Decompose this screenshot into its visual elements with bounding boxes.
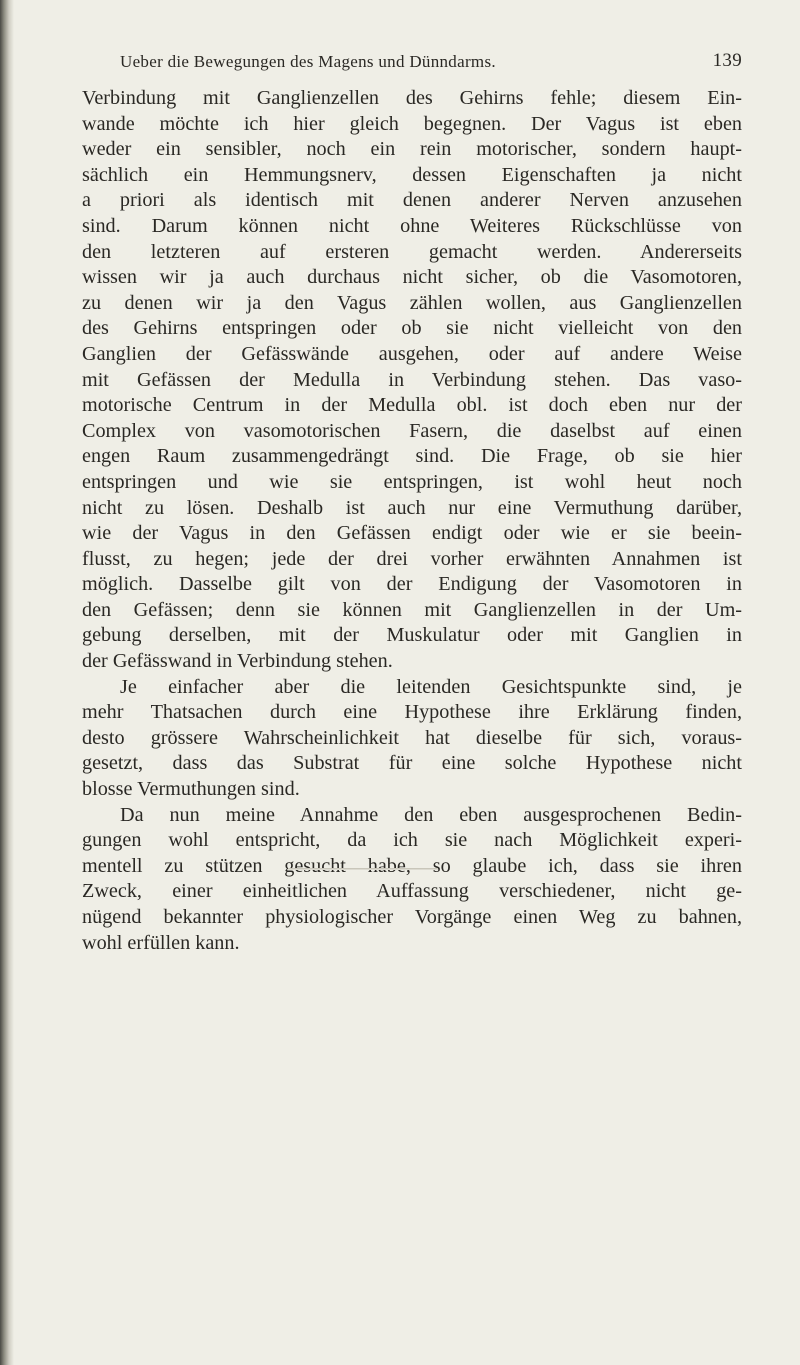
text-line: motorische Centrum in der Medulla obl. ist doch eben nur der (82, 394, 742, 417)
text-line: gungen wohl entspricht, da ich sie nach Möglichkeit experi- (82, 829, 742, 852)
body-text (82, 86, 742, 956)
text-line: nügend bekannter physiologischer Vorgänge einen Weg zu bahnen, (82, 906, 742, 928)
text-line: Ganglien der Gefässwände ausgehen, oder auf andere Weise (82, 342, 742, 365)
text-line: desto grössere Wahrscheinlichkeit hat dieselbe für sich, voraus- (82, 726, 742, 749)
text-line: zu denen wir ja den Vagus zählen wollen, aus Ganglienzellen (82, 291, 742, 314)
text-line: möglich. Dasselbe gilt von der Endigung der Vasomotoren in (82, 573, 742, 596)
text-line: der Gefässwand in Verbindung stehen. (82, 650, 393, 673)
book-page (82, 48, 742, 956)
text-line: Da nun meine Annahme den eben ausgesprochenen Bedin- (120, 803, 742, 826)
text-line: mit Gefässen der Medulla in Verbindung stehen. Das vaso- (82, 368, 742, 391)
text-line: mehr Thatsachen durch eine Hypothese ihre Erklärung finden, (82, 701, 742, 724)
page-binding-edge (0, 0, 14, 1365)
text-line: weder ein sensibler, noch ein rein motorischer, sondern haupt- (82, 138, 742, 161)
text-line: entspringen und wie sie entspringen, ist wohl heut noch (82, 470, 742, 493)
running-head (82, 48, 742, 78)
text-line: mentell zu stützen gesucht habe, so glaube ich, dass sie ihren (82, 854, 742, 877)
text-line: des Gehirns entspringen oder ob sie nicht vielleicht von den (82, 317, 742, 340)
text-line: flusst, zu hegen; jede der drei vorher erwähnten Annahmen ist (82, 547, 742, 570)
text-line: Je einfacher aber die leitenden Gesichtspunkte sind, je (120, 675, 742, 698)
text-line: wohl erfüllen kann. (82, 931, 240, 954)
text-line: sind. Darum können nicht ohne Weiteres Rückschlüsse von (82, 214, 742, 237)
text-line: wie der Vagus in den Gefässen endigt oder wie er sie beein- (82, 522, 742, 545)
text-line: nicht zu lösen. Deshalb ist auch nur eine Vermuthung darüber, (82, 496, 742, 519)
text-line: sächlich ein Hemmungsnerv, dessen Eigenschaften ja nicht (82, 163, 742, 186)
text-line: Verbindung mit Ganglienzellen des Gehirns fehle; diesem Ein- (82, 87, 742, 109)
text-line: blosse Vermuthungen sind. (82, 778, 300, 801)
text-line: wande möchte ich hier gleich begegnen. Der Vagus ist eben (82, 112, 742, 135)
section-rule (288, 868, 438, 870)
text-line: Complex von vasomotorischen Fasern, die daselbst auf einen (82, 419, 742, 442)
text-line: wissen wir ja auch durchaus nicht sicher, ob die Vasomotoren, (82, 266, 742, 289)
text-line: gebung derselben, mit der Muskulatur oder mit Ganglien in (82, 624, 742, 647)
text-line: den Gefässen; denn sie können mit Ganglienzellen in der Um- (82, 598, 742, 621)
text-line: a priori als identisch mit denen anderer Nerven anzusehen (82, 189, 742, 212)
text-line: engen Raum zusammengedrängt sind. Die Frage, ob sie hier (82, 445, 742, 468)
text-line: den letzteren auf ersteren gemacht werden. Andererseits (82, 240, 742, 263)
text-line: gesetzt, dass das Substrat für eine solche Hypothese nicht (82, 752, 742, 775)
page-number: 139 (712, 50, 742, 71)
running-title: Ueber die Bewegungen des Magens und Dünndarms. (120, 52, 496, 71)
text-line: Zweck, einer einheitlichen Auffassung verschiedener, nicht ge- (82, 880, 742, 903)
